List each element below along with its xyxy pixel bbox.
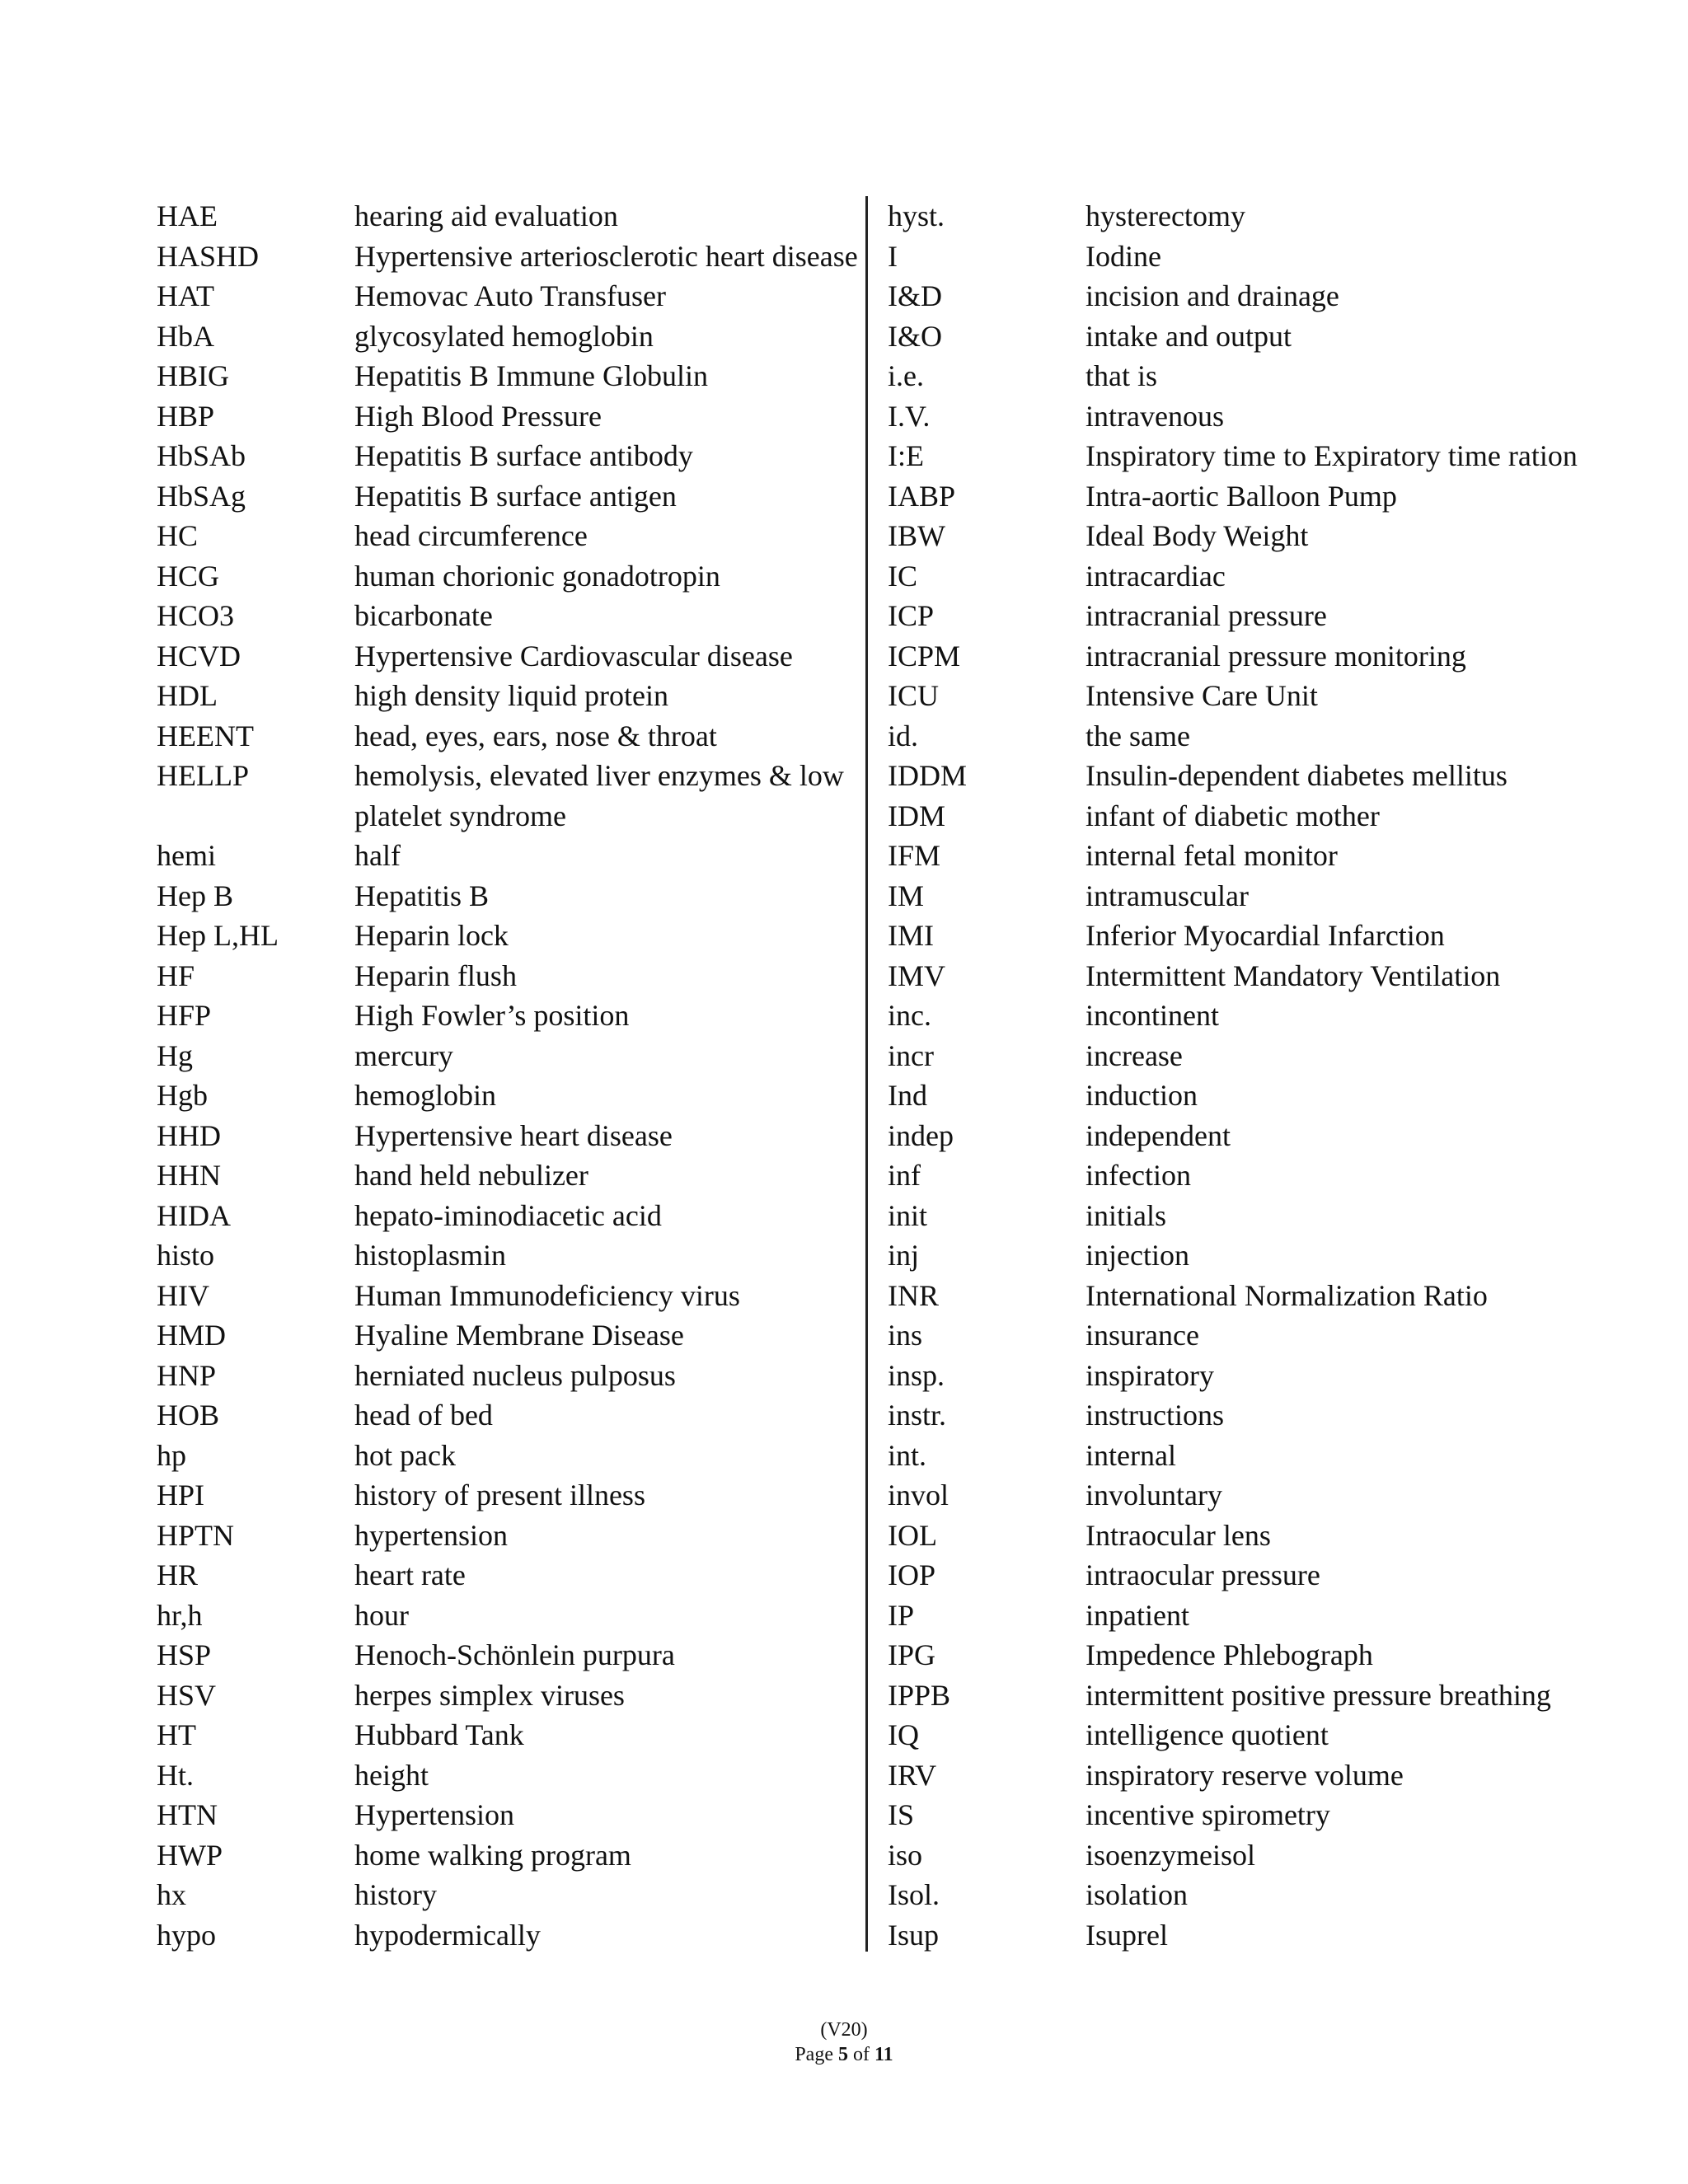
abbreviation: HTN [157,1798,218,1831]
glossary-row [157,996,865,1036]
glossary-row [888,516,1629,556]
abbreviation: HF [157,958,195,992]
definition: Heparin lock [354,919,509,952]
definition: hypodermically [354,1918,541,1952]
glossary-row [157,716,865,757]
abbreviation: indep [888,1118,954,1152]
definition: the same [1085,719,1190,752]
definition: home walking program [354,1838,631,1872]
abbreviation: HOB [157,1399,220,1432]
abbreviation: i.e. [888,359,924,392]
glossary-row [888,1436,1629,1476]
abbreviation: HPI [157,1479,205,1511]
right-column [888,196,1629,1955]
definition: Hepatitis B Immune Globulin [354,359,708,392]
glossary-row [888,1155,1629,1196]
definition: Hypertensive heart disease [354,1118,673,1152]
abbreviation: IMV [888,958,945,992]
glossary-row [157,956,865,996]
abbreviation: hypo [157,1918,216,1952]
glossary-row [888,476,1629,517]
glossary-row [888,1675,1629,1716]
abbreviation: inf [888,1159,921,1192]
glossary-row [888,756,1629,796]
page-total: 11 [874,2044,893,2065]
glossary-row [157,876,865,916]
abbreviation: ICP [888,599,935,632]
abbreviation: IBW [888,519,945,552]
definition: history of present illness [354,1479,645,1511]
definition: intelligence quotient [1085,1718,1329,1751]
glossary-row [157,276,865,316]
definition: intraocular pressure [1085,1558,1320,1591]
definition: insurance [1085,1319,1199,1352]
glossary-row [157,1356,865,1396]
abbreviation: Isup [888,1918,939,1952]
definition: increase [1085,1038,1183,1072]
glossary-row [157,1436,865,1476]
abbreviation: HEENT [157,719,254,752]
definition: instructions [1085,1399,1224,1432]
abbreviation: invol [888,1479,950,1511]
definition: that is [1085,359,1157,392]
glossary-row [157,196,865,237]
definition: height [354,1758,429,1792]
glossary-row [157,596,865,636]
abbreviation: I [888,239,898,273]
definition: head, eyes, ears, nose & throat [354,719,717,752]
glossary-row [888,1196,1629,1236]
definition: Hepatitis B [354,879,489,912]
abbreviation: hp [157,1438,186,1472]
definition: International Normalization Ratio [1085,1278,1488,1312]
abbreviation: Hep L,HL [157,919,279,952]
definition: Inspiratory time to Expiratory time ration [1085,439,1578,472]
abbreviation: inc. [888,999,931,1032]
abbreviation: incr [888,1038,934,1072]
glossary-row [888,1875,1629,1915]
definition: herpes simplex viruses [354,1678,625,1712]
abbreviation: IQ [888,1718,919,1751]
definition: isoenzymeisol [1085,1838,1255,1872]
page-prefix: Page [795,2044,833,2065]
abbreviation: HC [157,519,199,552]
glossary-row [157,836,865,876]
glossary-row [888,237,1629,277]
glossary-row [888,1475,1629,1516]
glossary-row [157,636,865,677]
definition: hour [354,1598,409,1632]
abbreviation: Ind [888,1079,927,1112]
definition: head circumference [354,519,588,552]
abbreviation: HFP [157,999,212,1032]
abbreviation: IS [888,1798,915,1831]
definition: Inferior Myocardial Infarction [1085,919,1445,952]
abbreviation: HCO3 [157,599,235,632]
definition: Intraocular lens [1085,1518,1271,1552]
glossary-row [888,276,1629,316]
definition: independent [1085,1118,1231,1152]
abbreviation: Isol. [888,1878,940,1911]
abbreviation: HAT [157,279,214,312]
abbreviation: iso [888,1838,923,1872]
abbreviation: inj [888,1239,920,1272]
abbreviation: HIV [157,1278,209,1312]
definition: intracardiac [1085,559,1226,593]
definition: Intra-aortic Balloon Pump [1085,479,1397,513]
glossary-row [157,1635,865,1675]
abbreviation: HNP [157,1358,217,1392]
abbreviation: IABP [888,479,956,513]
abbreviation: histo [157,1239,215,1272]
abbreviation: int. [888,1438,927,1472]
definition: glycosylated hemoglobin [354,319,654,353]
definition: Intensive Care Unit [1085,679,1318,712]
abbreviation: Hg [157,1038,193,1072]
abbreviation: hr,h [157,1598,203,1632]
abbreviation: id. [888,719,919,752]
glossary-row [157,1675,865,1716]
abbreviation: IM [888,879,924,912]
definition: Hubbard Tank [354,1718,524,1751]
abbreviation: HAE [157,199,218,232]
definition: induction [1085,1079,1198,1112]
definition: Hypertension [354,1798,514,1831]
glossary-row [888,1555,1629,1596]
glossary-row [157,1155,865,1196]
definition: bicarbonate [354,599,493,632]
abbreviation: HSV [157,1678,217,1712]
glossary-row [888,316,1629,357]
definition: high density liquid protein [354,679,668,712]
page-number [0,2042,1688,2067]
definition: Henoch-Schönlein purpura [354,1638,675,1671]
definition: incision and drainage [1085,279,1339,312]
abbreviation: IPG [888,1638,936,1671]
definition: initials [1085,1198,1166,1232]
glossary-row [157,1915,865,1956]
abbreviation: HBP [157,399,215,433]
definition: Hemovac Auto Transfuser [354,279,666,312]
glossary-row [157,1235,865,1276]
abbreviation: ins [888,1319,923,1352]
glossary-row [157,916,865,956]
glossary-row [888,916,1629,956]
abbreviation: IRV [888,1758,937,1792]
glossary-row [888,1036,1629,1076]
definition: hypertension [354,1518,508,1552]
abbreviation: HPTN [157,1518,235,1552]
abbreviation: insp. [888,1358,945,1392]
definition: inspiratory reserve volume [1085,1758,1404,1792]
abbreviation: instr. [888,1399,947,1432]
glossary-row [157,1555,865,1596]
version-label [0,2018,1688,2042]
definition: Hypertensive Cardiovascular disease [354,639,793,673]
definition: herniated nucleus pulposus [354,1358,676,1392]
glossary-row [157,1036,865,1076]
glossary-row [888,1395,1629,1436]
glossary-row [888,396,1629,437]
abbreviation: hyst. [888,199,945,232]
definition: intracranial pressure monitoring [1085,639,1466,673]
glossary-row [157,396,865,437]
definition: Ideal Body Weight [1085,519,1309,552]
definition: Intermittent Mandatory Ventilation [1085,958,1501,992]
glossary-row [888,1356,1629,1396]
glossary-row [888,1116,1629,1156]
abbreviation: IPPB [888,1678,951,1712]
definition: history [354,1878,438,1911]
glossary-row [888,356,1629,396]
definition: intramuscular [1085,879,1249,912]
left-column [157,196,865,1955]
definition: internal fetal monitor [1085,839,1338,872]
definition: Hepatitis B surface antigen [354,479,677,513]
glossary-row [157,1795,865,1835]
glossary-row [888,1235,1629,1276]
glossary-row [157,1835,865,1876]
glossary-row [157,556,865,597]
glossary-row [888,836,1629,876]
glossary-row [888,596,1629,636]
glossary-row [157,1596,865,1636]
abbreviation: ICPM [888,639,961,673]
page-current: 5 [837,2044,848,2065]
glossary-row [888,636,1629,677]
glossary-row [157,1475,865,1516]
definition: hemolysis, elevated liver enzymes & low platelet syndrome [354,759,844,832]
definition: hemoglobin [354,1079,496,1112]
glossary-row [888,1835,1629,1876]
definition: intermittent positive pressure breathing [1085,1678,1551,1712]
definition: incontinent [1085,999,1219,1032]
definition: isolation [1085,1878,1188,1911]
glossary-row [888,1516,1629,1556]
abbreviation: I&O [888,319,942,353]
glossary-row [888,1795,1629,1835]
abbreviation: HIDA [157,1198,231,1232]
abbreviation: HWP [157,1838,223,1872]
abbreviation: HDL [157,679,218,712]
definition: heart rate [354,1558,466,1591]
glossary-row [888,796,1629,837]
definition: half [354,839,401,872]
abbreviation: HELLP [157,759,249,792]
glossary-row [157,1196,865,1236]
definition: infant of diabetic mother [1085,799,1380,832]
definition: hysterectomy [1085,199,1245,232]
abbreviation: Hgb [157,1079,208,1112]
glossary-row [157,676,865,716]
abbreviation: HSP [157,1638,212,1671]
abbreviation: HR [157,1558,199,1591]
definition: Iodine [1085,239,1161,273]
glossary-row [888,1715,1629,1755]
glossary-row [888,196,1629,237]
definition: intravenous [1085,399,1224,433]
glossary-row [157,756,865,836]
definition: hand held nebulizer [354,1159,588,1192]
glossary-row [888,1915,1629,1956]
glossary-row [157,1276,865,1316]
glossary-row [157,1315,865,1356]
definition: hot pack [354,1438,456,1472]
definition: human chorionic gonadotropin [354,559,720,593]
definition: High Fowler’s position [354,999,630,1032]
abbreviation: Ht. [157,1758,194,1792]
abbreviation: HBIG [157,359,229,392]
definition: intracranial pressure [1085,599,1327,632]
page-of: of [852,2044,870,2065]
glossary-row [888,676,1629,716]
glossary-row [888,1276,1629,1316]
glossary-row [888,436,1629,476]
abbreviation: IOP [888,1558,936,1591]
abbreviation: I&D [888,279,942,312]
abbreviation: IP [888,1598,915,1632]
glossary-row [157,1516,865,1556]
abbreviation: IMI [888,919,934,952]
abbreviation: HbA [157,319,214,353]
abbreviation: IDDM [888,759,967,792]
definition: inspiratory [1085,1358,1214,1392]
glossary-row [888,956,1629,996]
glossary-row [157,356,865,396]
definition: Insulin-dependent diabetes mellitus [1085,759,1507,792]
definition: inpatient [1085,1598,1189,1632]
abbreviation: IC [888,559,917,593]
glossary-row [888,1755,1629,1796]
glossary-row [157,316,865,357]
definition: mercury [354,1038,453,1072]
abbreviation: IOL [888,1518,937,1552]
definition: hepato-iminodiacetic acid [354,1198,662,1232]
definition: Hepatitis B surface antibody [354,439,693,472]
definition: head of bed [354,1399,493,1432]
abbreviation: init [888,1198,928,1232]
definition: infection [1085,1159,1191,1192]
abbreviation: HbSAg [157,479,246,513]
definition: histoplasmin [354,1239,507,1272]
abbreviation: HbSAb [157,439,246,472]
glossary-row [888,556,1629,597]
glossary-row [888,876,1629,916]
glossary-row [888,716,1629,757]
glossary-row [888,1315,1629,1356]
column-divider [865,196,868,1952]
glossary-row [157,1116,865,1156]
definition: High Blood Pressure [354,399,602,433]
definition: Hypertensive arteriosclerotic heart disease [354,239,858,273]
abbreviation: HCVD [157,639,241,673]
definition: Isuprel [1085,1918,1168,1952]
abbreviation: HHD [157,1118,221,1152]
abbreviation: HT [157,1718,196,1751]
glossary-row [888,1635,1629,1675]
abbreviation: hx [157,1878,186,1911]
abbreviation: Hep B [157,879,233,912]
definition: internal [1085,1438,1176,1472]
abbreviation: HCG [157,559,220,593]
glossary-row [157,237,865,277]
definition: hearing aid evaluation [354,199,618,232]
abbreviation: ICU [888,679,939,712]
definition: injection [1085,1239,1189,1272]
glossary-row [157,1875,865,1915]
definition: Heparin flush [354,958,517,992]
abbreviation: HHN [157,1159,221,1192]
glossary-row [157,1715,865,1755]
abbreviation: HASHD [157,239,260,273]
abbreviation: HMD [157,1319,227,1352]
glossary-row [157,516,865,556]
abbreviation: hemi [157,839,216,872]
definition: incentive spirometry [1085,1798,1330,1831]
definition: Human Immunodeficiency virus [354,1278,740,1312]
glossary-row [888,1596,1629,1636]
abbreviation: I:E [888,439,924,472]
version-text: (V20) [820,2019,868,2041]
glossary-row [157,1755,865,1796]
abbreviation: IFM [888,839,941,872]
abbreviation: IDM [888,799,945,832]
definition: Impedence Phlebograph [1085,1638,1373,1671]
abbreviation: INR [888,1278,939,1312]
definition: involuntary [1085,1479,1222,1511]
definition: Hyaline Membrane Disease [354,1319,684,1352]
glossary-row [157,1395,865,1436]
glossary-row [888,996,1629,1036]
definition: intake and output [1085,319,1292,353]
abbreviation: I.V. [888,399,931,433]
glossary-row [157,436,865,476]
glossary-row [157,1076,865,1116]
glossary-row [888,1076,1629,1116]
glossary-row [157,476,865,517]
